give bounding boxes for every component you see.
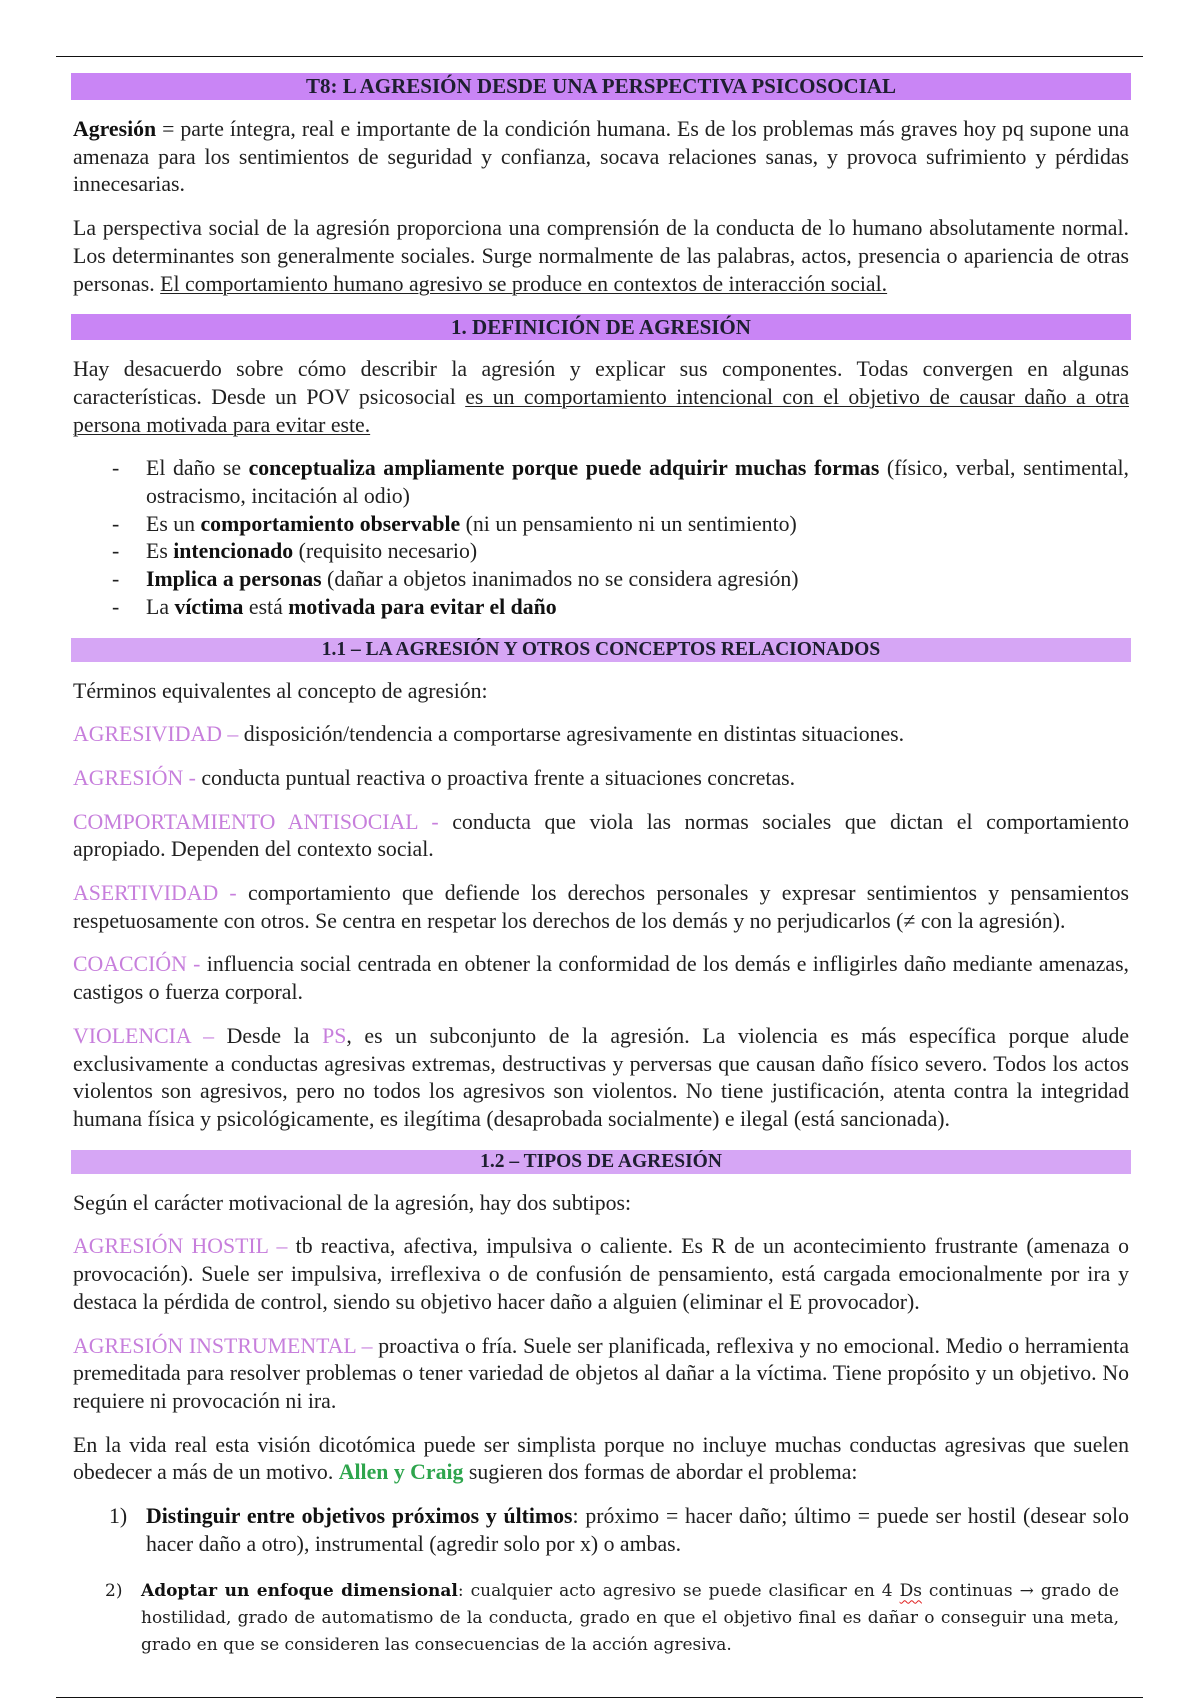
type-definition bbox=[71, 1233, 1131, 1316]
type-definition-text: tb reactiva, afectiva, impulsiva o caliente. Es R de un acontecimiento frustrante (amenaza o provocación). Suele ser impulsiva, irreflexiva o de confusión de pensamiento, está cargada emocionalmente por ira y destaca la pérdida de control, siendo su objetivo hacer daño a alguien (eliminar el E provocador). bbox=[73, 1234, 1129, 1314]
closing-paragraph bbox=[71, 1432, 1131, 1487]
section-1-2-heading: 1.2 – TIPOS DE AGRESIÓN bbox=[480, 1150, 722, 1172]
term-definition bbox=[71, 880, 1131, 935]
numbered-item-text: : cualquier acto agresivo se puede clasificar en 4 bbox=[457, 1581, 900, 1602]
term-definition-text: influencia social centrada en obtener la conformidad de los demás e infligirles daño mediante amenazas, castigos o fuerza corporal. bbox=[73, 952, 1129, 1005]
term-definition-text: , es un subconjunto de la agresión. La violencia es más específica porque alude exclusivamente a conductas agresivas extremas, destructivas y perversas que causan daño físico severo. Todos los actos violentos son agresivos, pero no todos los agresivos son violentos. No tiene justificación, atenta contra la integridad humana física y psicológicamente, es ilegítima (desaprobada socialmente) e ilegal (está sancionada). bbox=[73, 1023, 1130, 1131]
list-item-text: (dañar a objetos inanimados no se considera agresión) bbox=[321, 567, 799, 592]
section-1-definition-underlined: es un comportamiento intencional con el objetivo de causar daño a otra persona motivada para evitar este. bbox=[73, 384, 1129, 437]
list-item-bold: conceptualiza ampliamente porque puede adquirir muchas formas bbox=[248, 456, 880, 481]
intro-paragraph-2-text: La perspectiva social de la agresión proporciona una comprensión de la conducta de lo humano absolutamente normal. Los determinantes son generalmente sociales. Surge normalmente de las palabras, actos, presencia o apariencia de otras personas. bbox=[73, 216, 1129, 296]
list-item-text: (requisito necesario) bbox=[293, 539, 478, 564]
closing-text: En la vida real esta visión dicotómica puede ser simplista porque no incluye muchas conductas agresivas que suelen obedecer a más de un motivo. bbox=[73, 1432, 1129, 1485]
section-1-1-intro-text: Términos equivalentes al concepto de agresión: bbox=[73, 678, 488, 703]
term-label: COMPORTAMIENTO ANTISOCIAL - bbox=[73, 809, 439, 834]
numbered-item-text: : próximo = hacer daño; último = puede ser hostil (desear solo hacer daño a otro), instrumental (agredir solo por x) o ambas. bbox=[146, 1504, 1129, 1556]
term-definition bbox=[71, 809, 1131, 864]
section-1-2-intro bbox=[71, 1190, 1131, 1218]
characteristics-list bbox=[71, 455, 1131, 621]
term-label: VIOLENCIA – bbox=[73, 1023, 214, 1048]
term-definition bbox=[71, 951, 1131, 1006]
list-item bbox=[71, 455, 1131, 510]
bullet-marker: - bbox=[112, 539, 120, 564]
bottom-rule bbox=[56, 1697, 1143, 1698]
numbered-item-bold: Distinguir entre objetivos próximos y últimos bbox=[146, 1504, 573, 1529]
numbered-item bbox=[71, 1503, 1131, 1558]
list-item-bold: comportamiento observable bbox=[200, 511, 461, 536]
term-label: AGRESIVIDAD – bbox=[73, 722, 239, 747]
term-label: ASERTIVIDAD - bbox=[73, 881, 237, 906]
term-definition bbox=[71, 765, 1131, 793]
term-definition-text: comportamiento que defiende los derechos personales y expresar sentimientos y pensamientos respetuosamente con otros. Se centra en respetar los derechos de los demás y no perjudicarlos (≠ con la agresión). bbox=[73, 881, 1129, 933]
list-item-text: está bbox=[243, 594, 289, 619]
list-item-text: (ni un pensamiento ni un sentimiento) bbox=[460, 511, 797, 536]
bullet-marker: - bbox=[112, 567, 120, 592]
term-label: COACCIÓN - bbox=[73, 952, 201, 977]
section-1-1-heading-bar bbox=[71, 638, 1131, 662]
bullet-marker: - bbox=[112, 511, 120, 536]
authors-highlight: Allen y Craig bbox=[338, 1460, 464, 1485]
list-item-text: Es bbox=[146, 539, 174, 564]
bullet-marker: - bbox=[112, 456, 120, 481]
section-1-paragraph-text: Hay desacuerdo sobre cómo describir la agresión y explicar sus componentes. Todas convergen en algunas características. Desde un POV psicosocial bbox=[73, 357, 1129, 409]
list-item-text: Es un bbox=[146, 511, 201, 536]
bullet-marker: - bbox=[112, 594, 120, 619]
section-1-heading: 1. DEFINICIÓN DE AGRESIÓN bbox=[451, 315, 751, 340]
document-title-bar bbox=[71, 73, 1131, 100]
intro-paragraph-2 bbox=[71, 215, 1131, 298]
intro-paragraph-1-text: = parte íntegra, real e importante de la condición humana. Es de los problemas más graves hoy pq supone una amenaza para los sentimientos de seguridad y confianza, socava relaciones sanas, y provoca sufrimiento y pérdidas innecesarias. bbox=[73, 117, 1129, 197]
closing-text: sugieren dos formas de abordar el problema: bbox=[463, 1460, 858, 1485]
numbered-item-text: continuas → grado de hostilidad, grado de automatismo de la conducta, grado en que el objetivo final es dañar o conseguir una meta, grado en que se consideren las consecuencias de la acción agresiva. bbox=[141, 1581, 1120, 1656]
document-body bbox=[71, 73, 1131, 1659]
list-item-bold: víctima bbox=[174, 594, 244, 619]
section-1-2-intro-text: Según el carácter motivacional de la agresión, hay dos subtipos: bbox=[73, 1190, 632, 1215]
intro-paragraph-1 bbox=[71, 116, 1131, 199]
section-1-heading-bar bbox=[71, 314, 1131, 340]
section-1-2-heading-bar bbox=[71, 1150, 1131, 1174]
spellcheck-flagged-word: Ds bbox=[899, 1581, 922, 1602]
intro-paragraph-2-underlined: El comportamiento humano agresivo se produce en contextos de interacción social. bbox=[160, 271, 888, 296]
section-1-1-intro bbox=[71, 678, 1131, 706]
term-definition bbox=[71, 721, 1131, 749]
term-definition-text: conducta que viola las normas sociales que dictan el comportamiento apropiado. Dependen del contexto social. bbox=[73, 809, 1129, 862]
list-item-text: La bbox=[146, 594, 175, 619]
term-definition-text: Desde la bbox=[213, 1023, 323, 1048]
list-item-bold: Implica a personas bbox=[146, 567, 322, 592]
intro-term: Agresión bbox=[73, 117, 157, 141]
numbered-item-bold: Adoptar un enfoque dimensional bbox=[141, 1581, 458, 1602]
section-1-1-heading: 1.1 – LA AGRESIÓN Y OTROS CONCEPTOS RELACIONADOS bbox=[321, 638, 881, 660]
list-item-text: (físico, verbal, sentimental, ostracismo, incitación al odio) bbox=[146, 456, 1130, 509]
numbered-item bbox=[71, 1578, 1131, 1659]
list-item bbox=[71, 566, 1131, 594]
type-label: AGRESIÓN HOSTIL – bbox=[73, 1234, 288, 1259]
term-definition bbox=[71, 1023, 1131, 1134]
term-definition-text: disposición/tendencia a comportarse agresivamente en distintas situaciones. bbox=[238, 722, 905, 747]
section-1-paragraph bbox=[71, 356, 1131, 439]
list-item bbox=[71, 594, 1131, 622]
list-item-bold: motivada para evitar el daño bbox=[288, 594, 557, 619]
type-definition-text: proactiva o fría. Suele ser planificada, reflexiva y no emocional. Medio o herramienta premeditada para resolver problemas o tener variedad de objetos al dañar a la víctima. Tiene propósito y un objetivo. No requiere ni provocación ni ira. bbox=[73, 1333, 1129, 1413]
numbered-marker: 2) bbox=[105, 1581, 123, 1602]
list-item bbox=[71, 511, 1131, 539]
term-highlight: PS bbox=[322, 1023, 347, 1048]
type-definition bbox=[71, 1333, 1131, 1416]
list-item bbox=[71, 538, 1131, 566]
list-item-bold: intencionado bbox=[173, 539, 294, 564]
term-label: AGRESIÓN - bbox=[73, 765, 196, 790]
type-label: AGRESIÓN INSTRUMENTAL – bbox=[73, 1333, 373, 1358]
term-definition-text: conducta puntual reactiva o proactiva frente a situaciones concretas. bbox=[195, 765, 796, 790]
list-item-text: El daño se bbox=[146, 456, 249, 481]
numbered-marker: 1) bbox=[109, 1504, 128, 1529]
document-title: T8: L AGRESIÓN DESDE UNA PERSPECTIVA PSICOSOCIAL bbox=[305, 74, 897, 98]
top-rule bbox=[56, 56, 1143, 57]
